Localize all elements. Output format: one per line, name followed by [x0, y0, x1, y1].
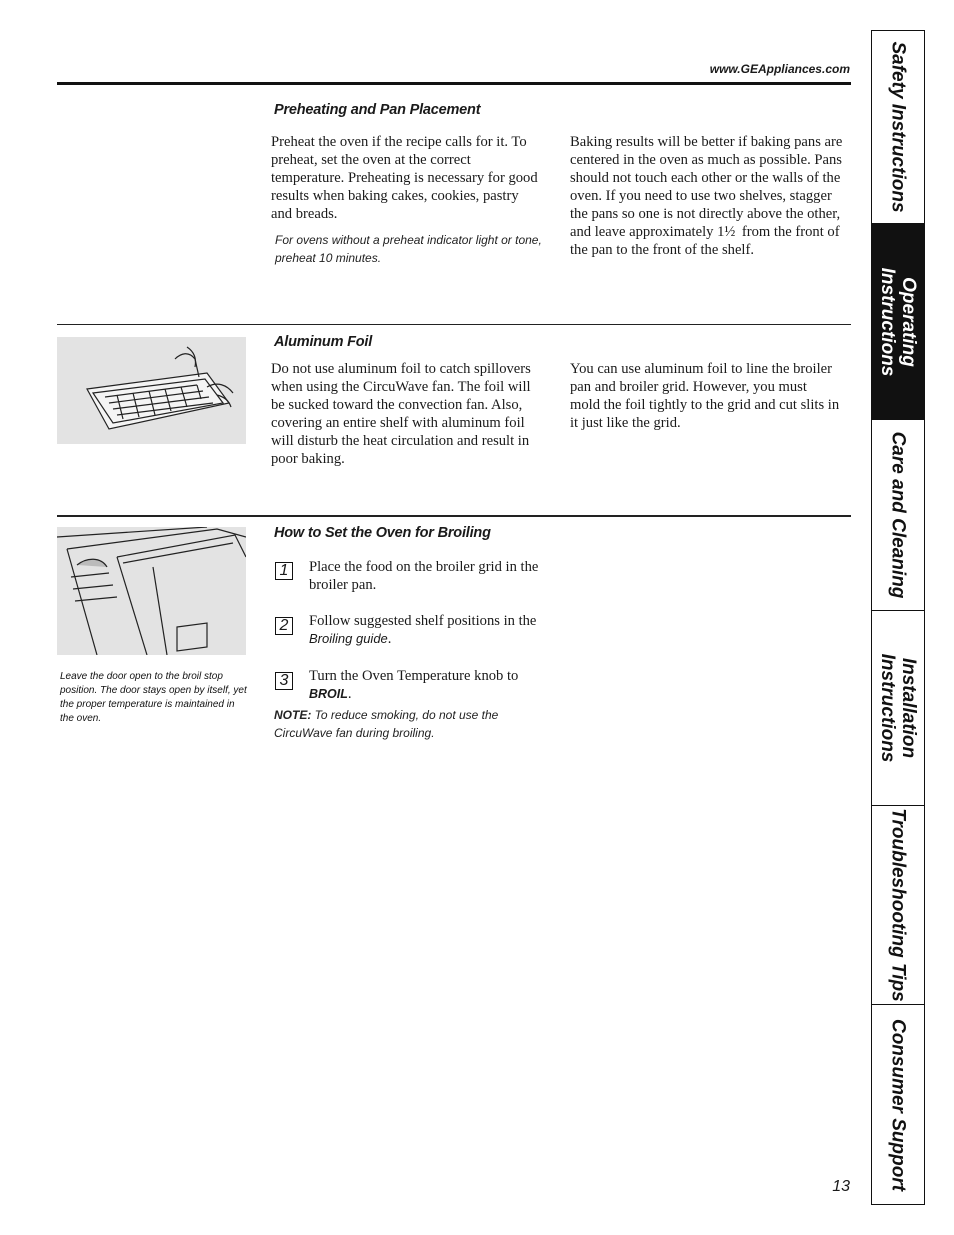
- step-1-text: Place the food on the broiler grid in the broiler pan.: [309, 559, 539, 593]
- tab-troubleshooting-tips[interactable]: [872, 806, 924, 1005]
- tab-care-and-cleaning[interactable]: [872, 420, 924, 611]
- aluminum-paragraph-2: You can use aluminum foil to line the broiler pan and broiler grid. However, you must mold the foil tightly to the grid and cut slits in it just like the grid.: [570, 361, 840, 431]
- preheat-note: For ovens without a preheat indicator light or tone, preheat 10 minutes.: [275, 233, 542, 265]
- oven-door-broil-illustration: [57, 527, 246, 655]
- step-number-1: 1: [275, 562, 293, 580]
- preheating-paragraph-2: Baking results will be better if baking pans are centered in the oven as much as possible. Pans should not touch each other or the walls of the oven. If you need to use two shelves, stagger the pans so one is not directly above the other, and leave approximately 1½ from the front of the pan to the front of the shelf.: [570, 134, 843, 258]
- step-2-lead: Follow suggested shelf positions in the: [309, 613, 537, 629]
- tab-label: Safety Instructions: [887, 41, 909, 213]
- page-number: 13: [832, 1178, 850, 1195]
- step-number-3: 3: [275, 672, 293, 690]
- tab-consumer-support[interactable]: [872, 1005, 924, 1204]
- aluminum-foil-heading: Aluminum Foil: [274, 334, 373, 350]
- broil-setting: BROIL: [309, 687, 348, 701]
- header-rule: [57, 82, 851, 85]
- section-divider: [57, 515, 851, 517]
- tab-label: [877, 267, 919, 376]
- step-number-2: 2: [275, 617, 293, 635]
- section-divider: [57, 324, 851, 325]
- broil-door-caption: Leave the door open to the broil stop position. The door stays open by itself, yet the proper temperature is maintained in the oven.: [60, 671, 247, 724]
- section-tabs: [871, 30, 925, 1205]
- aluminum-paragraph-1: Do not use aluminum foil to catch spillovers when using the CircuWave fan. The foil will be sucked toward the convection fan. Also, covering an entire shelf with aluminum foil will disturb the heat circulation and result in poor baking.: [271, 361, 531, 467]
- note-text: To reduce smoking, do not use the CircuWave fan during broiling.: [274, 708, 499, 740]
- website-url[interactable]: www.GEAppliances.com: [709, 62, 850, 76]
- broiling-heading: How to Set the Oven for Broiling: [274, 525, 491, 541]
- tab-safety-instructions[interactable]: [872, 31, 924, 224]
- oven-door-drawing: [57, 527, 246, 655]
- broiling-note: [274, 706, 534, 742]
- step-2-text: [309, 612, 554, 648]
- tab-label: [877, 654, 919, 763]
- preheating-heading: Preheating and Pan Placement: [274, 102, 481, 118]
- step-3-text: [309, 667, 554, 703]
- tab-label-line-2: Instructions: [877, 653, 898, 763]
- step-2-end: .: [387, 631, 392, 647]
- note-label: NOTE:: [274, 708, 312, 722]
- broiling-guide-reference: Broiling guide: [309, 631, 388, 646]
- step-3-end: .: [347, 686, 352, 702]
- tab-label: Troubleshooting Tips: [887, 808, 909, 1002]
- broiler-pan-drawing: [57, 337, 246, 444]
- tab-installation-instructions[interactable]: [872, 611, 924, 806]
- preheating-paragraph-1: Preheat the oven if the recipe calls for it. To preheat, set the oven at the correct temperature. Preheating is necessary for good results when baking cakes, cookies, pastry and breads.: [271, 134, 538, 222]
- tab-label-line-2: Instructions: [877, 267, 898, 376]
- tab-label-line-1: Installation: [898, 657, 919, 759]
- tab-label-line-1: Operating: [898, 276, 919, 367]
- step-3-lead: Turn the Oven Temperature knob to: [309, 668, 519, 684]
- broiler-pan-foil-illustration: [57, 337, 246, 444]
- tab-operating-instructions[interactable]: [872, 224, 924, 420]
- tab-label: Care and Cleaning: [887, 431, 909, 599]
- tab-label: Consumer Support: [887, 1018, 909, 1191]
